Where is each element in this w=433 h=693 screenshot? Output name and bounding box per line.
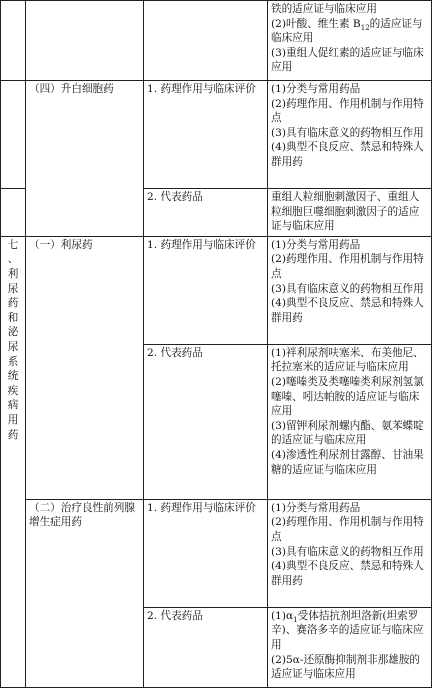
element-cell-empty [144, 1, 268, 81]
subscript-text: 1 [293, 615, 298, 624]
point-item: (3)具有临床意义的药物相互作用 [271, 126, 424, 139]
point-item: (2)药理作用、作用机制与作用特点 [271, 516, 424, 543]
unit-char: 统 [7, 370, 19, 383]
unit-char: 药 [7, 428, 19, 441]
point-item: 重组人粒细胞刺激因子、重组人粒细胞巨噬细胞刺激因子的适应证与临床应用 [271, 191, 420, 233]
points-cell [268, 236, 432, 344]
table-row [1, 1, 432, 81]
element-cell: 2. 代表药品 [144, 344, 268, 499]
element-cell: 2. 代表药品 [144, 189, 268, 237]
points-cell [268, 607, 432, 687]
element-cell: 1. 药理作用与临床评价 [144, 499, 268, 607]
points-cell [268, 344, 432, 499]
unit-cell-empty [1, 189, 26, 237]
subunit-cell: （一）利尿药 [26, 236, 144, 499]
subunit-cell: （四）升白细胞药 [26, 81, 144, 237]
point-item [271, 609, 428, 653]
unit-char: 尿 [7, 282, 19, 295]
unit-char: 泌 [7, 326, 19, 339]
unit-char: 、 [7, 253, 19, 266]
point-item: (2)噻嗪类及类噻嗪类利尿剂氢氯噻嗪、吲达帕胺的适应证与临床应用 [271, 375, 424, 418]
points-cell [268, 499, 432, 607]
point-item-part: (2)叶酸、维生素 B [271, 17, 361, 30]
table-row [1, 236, 432, 344]
unit-char: 病 [7, 399, 19, 412]
point-item: (4)典型不良反应、禁忌和特殊人群用药 [271, 141, 424, 168]
point-item: (1)分类与常用药品 [271, 83, 361, 95]
unit-cell [1, 236, 26, 687]
unit-char: 用 [7, 413, 19, 426]
point-item-part: 受体拮抗剂坦洛新(坦索罗辛)、赛洛多辛的适应证与临床应用 [271, 609, 424, 651]
point-item: 铁的适应证与临床应用 [271, 3, 377, 15]
unit-char: 疾 [7, 384, 19, 397]
element-cell: 1. 药理作用与临床评价 [144, 236, 268, 344]
point-item: (2)药理作用、作用机制与作用特点 [271, 97, 424, 125]
unit-char: 七 [7, 238, 19, 251]
point-item: (1)袢利尿剂呋塞米、布美他尼、托拉塞米的适应证与临床应用 [271, 346, 424, 374]
point-item: (1)分类与常用药品 [271, 238, 361, 251]
unit-char: 药 [7, 297, 19, 310]
point-item: (1)分类与常用药品 [271, 501, 361, 514]
points-cell [268, 1, 432, 81]
points-cell [268, 189, 432, 237]
subscript-text: 12 [360, 23, 370, 32]
point-item: (4)典型不良反应、禁忌和特殊人群用药 [271, 560, 424, 587]
unit-cell-empty [1, 1, 26, 81]
point-item: (2)5α-还原酶抑制剂非那雄胺的适应证与临床应用 [271, 653, 421, 681]
point-item: (4)渗透性利尿剂甘露醇、甘油果糖的适应证与临床应用 [271, 448, 424, 476]
point-item: (4)典型不良反应、禁忌和特殊人群用药 [271, 297, 424, 324]
table-row [1, 81, 432, 189]
point-item: (3)具有临床意义的药物相互作用 [271, 282, 424, 295]
point-item: (2)药理作用、作用机制与作用特点 [271, 253, 424, 280]
points-cell [268, 81, 432, 189]
point-item: (3)重组人促红素的适应证与临床应用 [271, 46, 424, 74]
unit-char: 尿 [7, 340, 19, 353]
unit-char: 利 [7, 267, 19, 280]
element-cell: 1. 药理作用与临床评价 [144, 81, 268, 189]
point-item: (3)具有临床意义的药物相互作用 [271, 545, 424, 558]
point-item: (3)留钾利尿剂螺内酯、氨苯蝶啶的适应证与临床应用 [271, 419, 424, 447]
unit-char: 和 [7, 311, 19, 324]
subunit-cell: （二）治疗良性前列腺增生症用药 [26, 499, 144, 687]
point-item-part: (1)α [271, 609, 294, 622]
point-item [271, 17, 428, 46]
unit-cell-empty [1, 81, 26, 189]
unit-char: 系 [7, 355, 19, 368]
table-row [1, 499, 432, 607]
element-cell: 2. 代表药品 [144, 607, 268, 687]
point-item-part: 的适应证与临床应用 [271, 17, 423, 45]
subunit-cell-empty [26, 1, 144, 81]
